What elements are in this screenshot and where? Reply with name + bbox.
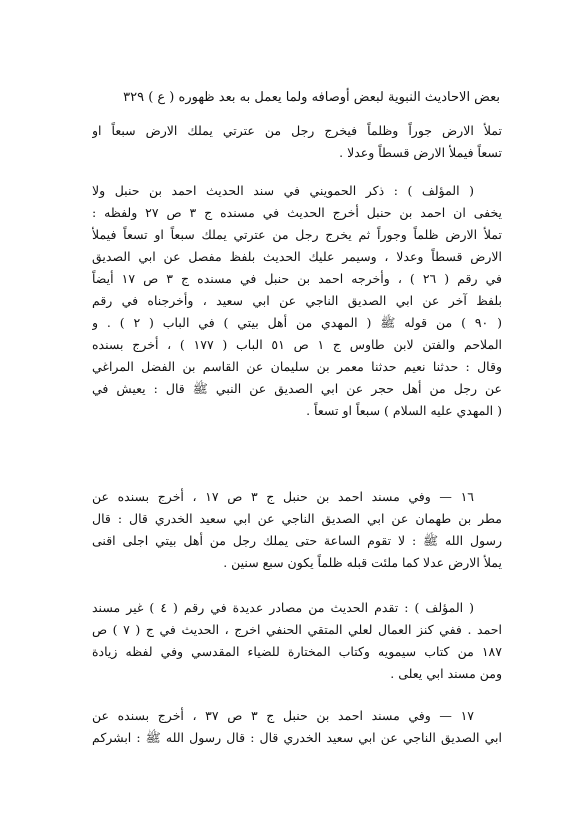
hadith-16-paragraph: [92, 486, 502, 574]
text-line: عن رجل من أهل حجر عن ابي الصديق عن النبي ﷺ قال : يعيش في: [92, 381, 502, 396]
text-line: ١٨٧ من كتاب سيمويه وكتاب المختارة للضياء المقدسي وفي لفظه زيادة: [92, 644, 502, 659]
author-note-paragraph-2: [92, 597, 502, 685]
text-line: ( المؤلف ) : تقدم الحديث من مصادر عديدة في رقم ( ٤ ) غير مسند: [92, 600, 475, 615]
text-line: ( المؤلف ) : ذكر الحمويني في سند الحديث احمد بن حنبل ولا: [92, 183, 474, 198]
text-line: ( ٩٠ ) من قوله ﷺ ( المهدي من أهل بيتي ) في الباب ( ٢ ) . و: [92, 315, 502, 330]
text-line: وقال : حدثنا نعيم حدثنا معمر بن سليمان عن القاسم بن الفضل المراغي: [92, 359, 502, 374]
text-line: رسول الله ﷺ : لا تقوم الساعة حتى يملك رجل من أهل بيتي اجلى اقنى: [92, 533, 502, 548]
text-line: ابي الصديق الناجي عن ابي سعيد الخدري قال : قال رسول الله ﷺ : ابشركم: [92, 730, 502, 745]
text-line: ومن مسند ابي يعلى .: [390, 666, 502, 681]
running-header-text: بعض الاحاديث النبوية لبعض أوصافه ولما يعمل به بعد ظهوره ( ع ) ٣٢٩: [123, 90, 500, 105]
text-line: ١٧ — وفي مسند احمد بن حنبل ج ٣ ص ٣٧ ، أخرج بسنده عن: [92, 708, 474, 723]
text-line: الارض قسطاً وعدلا ، وسيمر عليك الحديث بلفظ مفصل عن ابي الصديق: [92, 249, 502, 264]
text-line: احمد . ففي كنز العمال لعلي المتقي الحنفي اخرج ، الحديث في ج ( ٧ ) ص: [92, 622, 502, 637]
author-note-paragraph: [92, 180, 502, 422]
text-line: بلفظ آخر عن ابي الصديق الناجي عن ابي سعيد ، وأخرجناه في رقم: [92, 293, 502, 308]
paragraph-continuation: [92, 120, 502, 164]
text-line: مطر بن طهمان عن ابي الصديق الناجي عن ابي سعيد الخدري قال : قال: [92, 511, 502, 526]
text-line: تملأ الارض ظلماً وجوراً ثم يخرج رجل من عترتي يملك سبعاً او تسعاً فيملأ: [92, 227, 502, 242]
text-line: الملاحم والفتن لابن طاوس ج ١ ص ٥١ الباب ( ١٧٧ ) ، أخرج بسنده: [92, 337, 502, 352]
running-header: [96, 86, 500, 110]
text-line: تسعاً فيملأ الارض قسطاً وعدلا .: [339, 145, 502, 160]
hadith-17-paragraph: [92, 705, 502, 749]
text-line: يخفى ان احمد بن حنبل أخرج الحديث في مسنده ج ٣ ص ٢٧ ولفظه :: [92, 205, 502, 220]
text-line: في رقم ( ٢٦ ) ، وأخرجه احمد بن حنبل في مسنده ج ٣ ص ١٧ أيضاً: [92, 271, 502, 286]
text-line: ( المهدي عليه السلام ) سبعاً او تسعاً .: [306, 403, 502, 418]
text-line: ١٦ — وفي مسند احمد بن حنبل ج ٣ ص ١٧ ، أخرج بسنده عن: [92, 489, 474, 504]
text-line: يملأ الارض عدلا كما ملئت قبله ظلماً يكون سبع سنين .: [223, 555, 502, 570]
text-line: تملأ الارض جوراً وظلماً فيخرج رجل من عترتي يملك الارض سبعاً او: [92, 123, 502, 138]
